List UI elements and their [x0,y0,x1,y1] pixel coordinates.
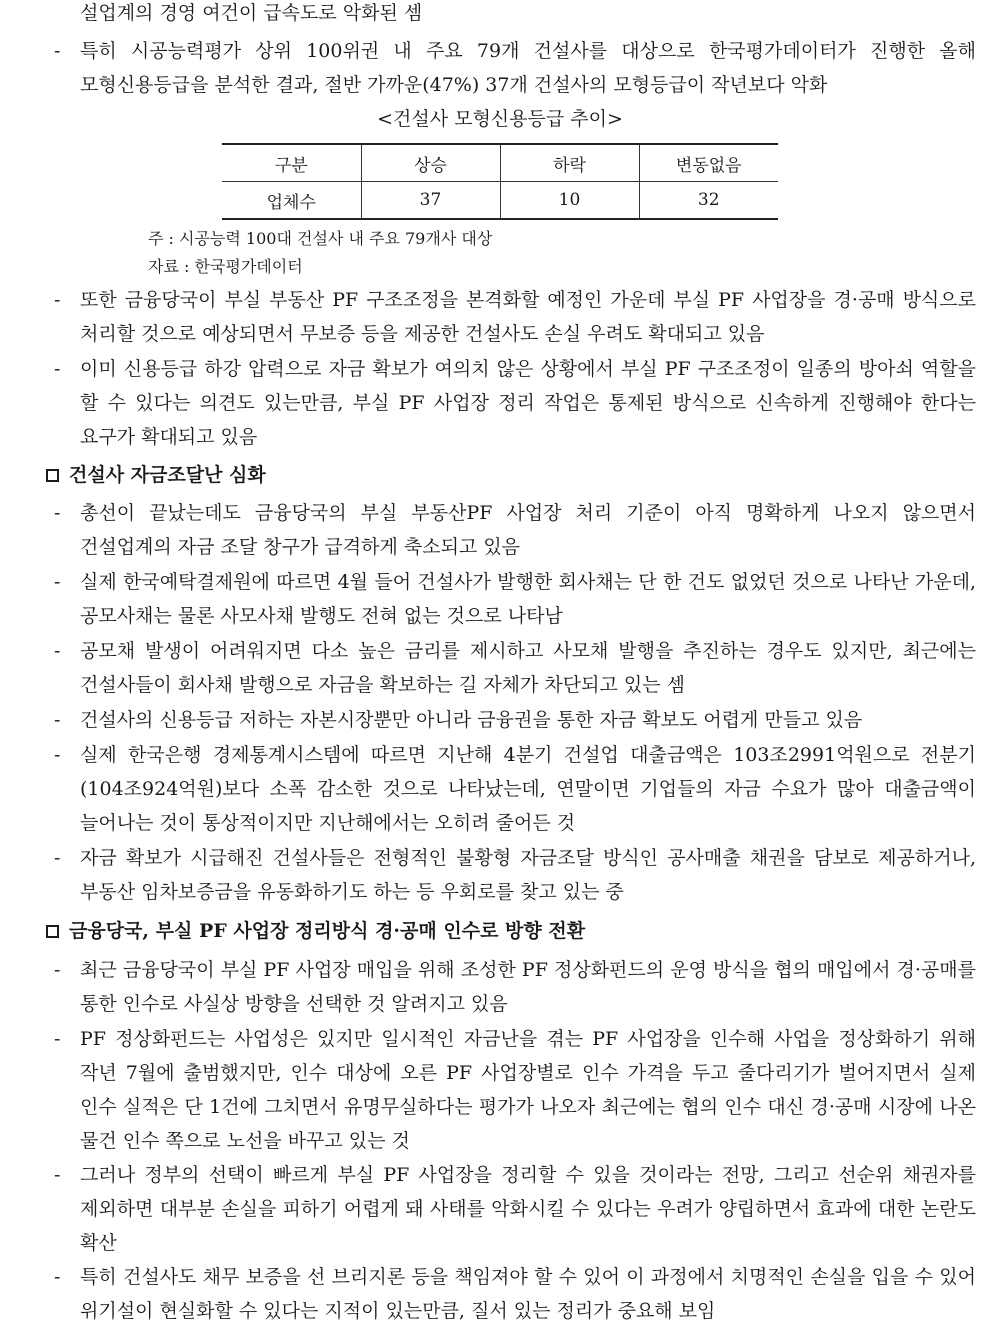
table-header-cell: 상승 [361,144,500,182]
bullet-item: - 실제 한국예탁결제원에 따르면 4월 들어 건설사가 발행한 회사채는 단 한 건도 없었던 것으로 나타난 가운데, 공모사채는 물론 사모사채 발행도 전혀 없는 것으로 나타남 [54,565,976,633]
section-title: 금융당국, 부실 PF 사업장 정리방식 경·공매 인수로 방향 전환 [69,920,586,942]
checkbox-square-icon [46,925,59,938]
bullet-text: 또한 금융당국이 부실 부동산 PF 구조조정을 본격화할 예정인 가운데 부실 PF 사업장을 경·공매 방식으로 처리할 것으로 예상되면서 무보증 등을 제공한 건설사도 손실 우려도 확대되고 있음 [80,289,976,345]
bullet-text: 공모채 발생이 어려워지면 다소 높은 금리를 제시하고 사모채 발행을 추진하는 경우도 있지만, 최근에는 건설사들이 회사채 발행으로 자금을 확보하는 길 자체가 차단되고 있는 셈 [80,640,976,696]
bullet-item: - 그러나 정부의 선택이 빠르게 부실 PF 사업장을 정리할 수 있을 것이라는 전망, 그리고 선순위 채권자를 제외하면 대부분 손실을 피하기 어렵게 돼 사태를 악화시킬 수 있다는 우려가 양립하면서 효과에 대한 논란도 확산 [54,1158,976,1260]
rating-trend-table [222,143,778,220]
bullet-item: - 건설사의 신용등급 저하는 자본시장뿐만 아니라 금융권을 통한 자금 확보도 어렵게 만들고 있음 [54,703,976,737]
bullet-item: - 최근 금융당국이 부실 PF 사업장 매입을 위해 조성한 PF 정상화펀드의 운영 방식을 협의 매입에서 경·공매를 통한 인수로 사실상 방향을 선택한 것 알려지고 있음 [54,953,976,1021]
bullet-text: 특히 건설사도 채무 보증을 선 브리지론 등을 책임져야 할 수 있어 이 과정에서 치명적인 손실을 입을 수 있어 위기설이 현실화할 수 있다는 지적이 있는만큼, 질서 있는 정리가 중요해 보임 [80,1266,976,1322]
table-header-cell: 변동없음 [639,144,778,182]
bullet-item: - 또한 금융당국이 부실 부동산 PF 구조조정을 본격화할 예정인 가운데 부실 PF 사업장을 경·공매 방식으로 처리할 것으로 예상되면서 무보증 등을 제공한 건설사도 손실 우려도 확대되고 있음 [54,283,976,351]
section-heading [46,458,266,492]
table-cell: 10 [500,182,639,220]
table-header-row [222,144,778,182]
table-cell: 37 [361,182,500,220]
section-title: 건설사 자금조달난 심화 [69,464,266,486]
bullet-item: - 자금 확보가 시급해진 건설사들은 전형적인 불황형 자금조달 방식인 공사매출 채권을 담보로 제공하거나, 부동산 임차보증금을 유동화하기도 하는 등 우회로를 찾고 있는 중 [54,841,976,909]
bullet-item: - 실제 한국은행 경제통계시스템에 따르면 지난해 4분기 건설업 대출금액은 103조2991억원으로 전분기(104조924억원)보다 소폭 감소한 것으로 나타났는데, 연말이면 기업들의 자금 수요가 많아 대출금액이 늘어나는 것이 통상적이지만 지난해에서는 오히려 줄어든 것 [54,738,976,840]
bullet-text: 최근 금융당국이 부실 PF 사업장 매입을 위해 조성한 PF 정상화펀드의 운영 방식을 협의 매입에서 경·공매를 통한 인수로 사실상 방향을 선택한 것 알려지고 있음 [80,959,976,1015]
section-heading [46,914,585,948]
bullet-text: 실제 한국예탁결제원에 따르면 4월 들어 건설사가 발행한 회사채는 단 한 건도 없었던 것으로 나타난 가운데, 공모사채는 물론 사모사채 발행도 전혀 없는 것으로 나타남 [80,571,976,627]
checkbox-square-icon [46,469,59,482]
bullet-text: 이미 신용등급 하강 압력으로 자금 확보가 여의치 않은 상황에서 부실 PF 구조조정이 일종의 방아쇠 역할을 할 수 있다는 의견도 있는만큼, 부실 PF 사업장 정리 작업은 통제된 방식으로 신속하게 진행해야 한다는 요구가 확대되고 있음 [80,358,976,448]
table-header-cell: 하락 [500,144,639,182]
bullet-item: - 특히 건설사도 채무 보증을 선 브리지론 등을 책임져야 할 수 있어 이 과정에서 치명적인 손실을 입을 수 있어 위기설이 현실화할 수 있다는 지적이 있는만큼, 질서 있는 정리가 중요해 보임 [54,1260,976,1328]
bullet-text: 실제 한국은행 경제통계시스템에 따르면 지난해 4분기 건설업 대출금액은 103조2991억원으로 전분기(104조924억원)보다 소폭 감소한 것으로 나타났는데, 연말이면 기업들의 자금 수요가 많아 대출금액이 늘어나는 것이 통상적이지만 지난해에서는 오히려 줄어든 것 [80,744,976,834]
table-source: 자료 : 한국평가데이터 [148,257,303,276]
bullet-text: 자금 확보가 시급해진 건설사들은 전형적인 불황형 자금조달 방식인 공사매출 채권을 담보로 제공하거나, 부동산 임차보증금을 유동화하기도 하는 등 우회로를 찾고 있는 중 [80,847,976,903]
bullet-text: 건설사의 신용등급 저하는 자본시장뿐만 아니라 금융권을 통한 자금 확보도 어렵게 만들고 있음 [80,709,863,731]
bullet-text: 특히 시공능력평가 상위 100위권 내 주요 79개 건설사를 대상으로 한국평가데이터가 진행한 올해 모형신용등급을 분석한 결과, 절반 가까운(47%) 37개 건설사의 모형등급이 작년보다 악화 [80,40,976,96]
table-caption: <건설사 모형신용등급 추이> [377,108,623,130]
bullet-item: - 특히 시공능력평가 상위 100위권 내 주요 79개 건설사를 대상으로 한국평가데이터가 진행한 올해 모형신용등급을 분석한 결과, 절반 가까운(47%) 37개 건설사의 모형등급이 작년보다 악화 [54,34,976,102]
bullet-text: 총선이 끝났는데도 금융당국의 부실 부동산PF 사업장 처리 기준이 아직 명확하게 나오지 않으면서 건설업계의 자금 조달 창구가 급격하게 축소되고 있음 [80,502,976,558]
table-row [222,182,778,220]
continued-text: 설업계의 경영 여건이 급속도로 악화된 셈 [80,2,423,24]
bullet-text: PF 정상화펀드는 사업성은 있지만 일시적인 자금난을 겪는 PF 사업장을 인수해 사업을 정상화하기 위해 작년 7월에 출범했지만, 인수 대상에 오른 PF 사업장별로 인수 가격을 두고 줄다리기가 벌어지면서 실제 인수 실적은 단 1건에 그치면서 유명무실하다는 평가가 나오자 최근에는 협의 인수 대신 경·공매 시장에 나온 물건 인수 쪽으로 노선을 바꾸고 있는 것 [80,1028,976,1152]
table-note: 주 : 시공능력 100대 건설사 내 주요 79개사 대상 [148,229,493,248]
bullet-item: - PF 정상화펀드는 사업성은 있지만 일시적인 자금난을 겪는 PF 사업장을 인수해 사업을 정상화하기 위해 작년 7월에 출범했지만, 인수 대상에 오른 PF 사업장별로 인수 가격을 두고 줄다리기가 벌어지면서 실제 인수 실적은 단 1건에 그치면서 유명무실하다는 평가가 나오자 최근에는 협의 인수 대신 경·공매 시장에 나온 물건 인수 쪽으로 노선을 바꾸고 있는 것 [54,1022,976,1158]
table-cell: 업체수 [266,192,316,213]
bullet-item: - 총선이 끝났는데도 금융당국의 부실 부동산PF 사업장 처리 기준이 아직 명확하게 나오지 않으면서 건설업계의 자금 조달 창구가 급격하게 축소되고 있음 [54,496,976,564]
bullet-item: - 이미 신용등급 하강 압력으로 자금 확보가 여의치 않은 상황에서 부실 PF 구조조정이 일종의 방아쇠 역할을 할 수 있다는 의견도 있는만큼, 부실 PF 사업장 정리 작업은 통제된 방식으로 신속하게 진행해야 한다는 요구가 확대되고 있음 [54,352,976,454]
bullet-item: - 공모채 발생이 어려워지면 다소 높은 금리를 제시하고 사모채 발행을 추진하는 경우도 있지만, 최근에는 건설사들이 회사채 발행으로 자금을 확보하는 길 자체가 차단되고 있는 셈 [54,634,976,702]
table-header-cell: 구분 [274,155,308,176]
bullet-text: 그러나 정부의 선택이 빠르게 부실 PF 사업장을 정리할 수 있을 것이라는 전망, 그리고 선순위 채권자를 제외하면 대부분 손실을 피하기 어렵게 돼 사태를 악화시킬 수 있다는 우려가 양립하면서 효과에 대한 논란도 확산 [80,1164,976,1254]
table-cell: 32 [639,182,778,220]
